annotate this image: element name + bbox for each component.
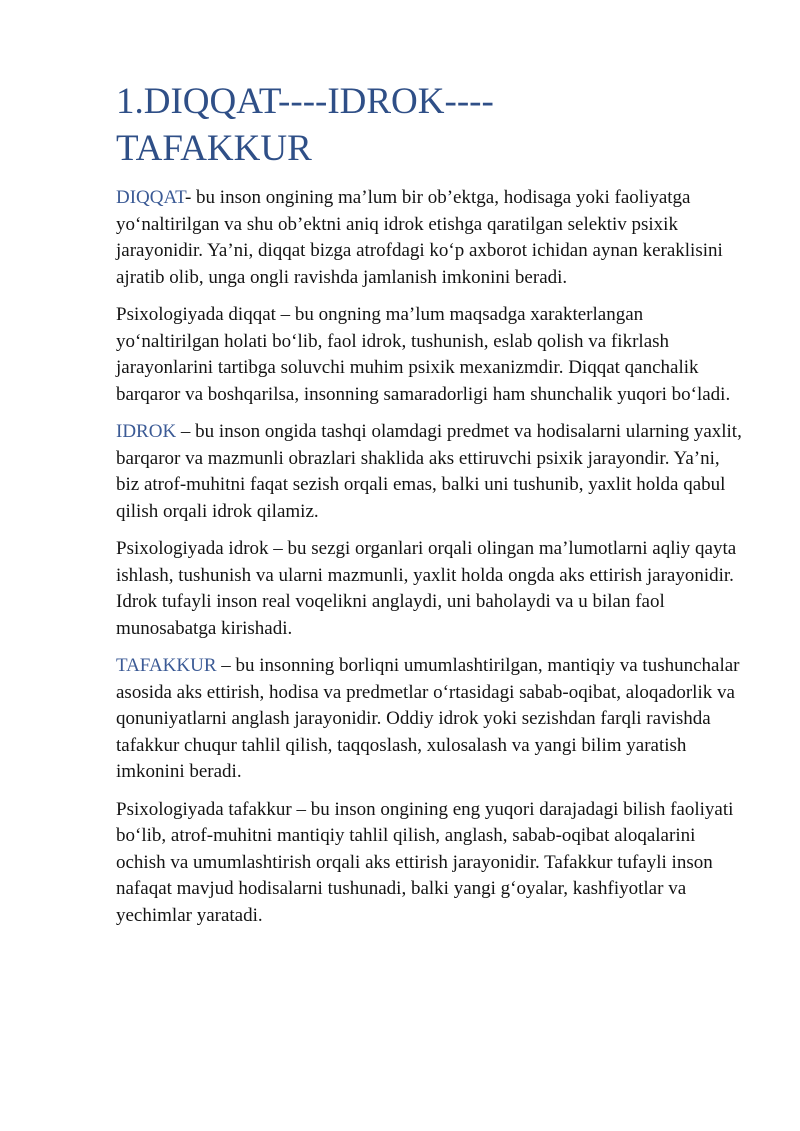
paragraph-diqqat-psychology (116, 302, 746, 408)
term-idrok: IDROK (116, 421, 177, 442)
term-tafakkur: TAFAKKUR (116, 655, 217, 676)
paragraph-text: Psixologiyada tafakkur – bu inson ongining eng yuqori darajadagi bilish faoliyati bo‘lib, atrof-muhitni mantiqiy tahlil qilish, anglash, sabab-oqibat aloqalarini ochish va umumlashtirish orqali aks ettirish jarayonidir. Tafakkur tufayli inson nafaqat mavjud hodisalarni tushunadi, balki yangi g‘oyalar, kashfiyotlar va yechimlar yaratadi. (116, 798, 734, 926)
page-title: 1.DIQQAT----IDROK----TAFAKKUR (116, 81, 494, 169)
document-page (116, 78, 746, 940)
paragraph-text: – bu inson ongida tashqi olamdagi predmet va hodisalarni ularning yaxlit, barqaror va mazmunli obrazlari shaklida aks ettiruvchi psixik jarayondir. Ya’ni, biz atrof-muhitni faqat sezish orqali emas, balki uni tushunib, yaxlit holda qabul qilish orqali idrok qilamiz. (116, 421, 742, 522)
paragraph-idrok-psychology (116, 536, 746, 642)
paragraph-text: Psixologiyada idrok – bu sezgi organlari orqali olingan ma’lumotlarni aqliy qayta ishlash, tushunish va ularni mazmunli, yaxlit holda ongda aks ettirish jarayonidir. Idrok tufayli inson real voqelikni anglaydi, uni baholaydi va u bilan faol munosabatga kirishadi. (116, 538, 737, 639)
paragraph-tafakkur-psychology (116, 797, 746, 930)
paragraph-tafakkur-definition (116, 653, 746, 786)
paragraph-text: – bu insonning borliqni umumlashtirilgan, mantiqiy va tushunchalar asosida aks ettirish, hodisa va predmetlar o‘rtasidagi sabab-oqibat, aloqadorlik va qonuniyatlarni anglash jarayonidir. Oddiy idrok yoki sezishdan farqli ravishda tafakkur chuqur tahlil qilish, taqqoslash, xulosalash va yangi bilim yaratish imkonini beradi. (116, 655, 740, 782)
paragraph-text: - bu inson ongining ma’lum bir ob’ektga, hodisaga yoki faoliyatga yo‘naltirilgan va shu ob’ektni aniq idrok etishga qaratilgan selektiv psixik jarayonidir. Ya’ni, diqqat bizga atrofdagi ko‘p axborot ichidan aynan keraklisini ajratib olib, unga ongli ravishda jamlanish imkonini beradi. (116, 187, 723, 288)
term-diqqat: DIQQAT (116, 187, 185, 208)
paragraph-diqqat-definition (116, 185, 746, 291)
paragraph-idrok-definition (116, 419, 746, 525)
paragraph-text: Psixologiyada diqqat – bu ongning ma’lum maqsadga xarakterlangan yo‘naltirilgan holati bo‘lib, faol idrok, tushunish, eslab qolish va fikrlash jarayonlarini tartibga soluvchi muhim psixik mexanizmdir. Diqqat qanchalik barqaror va boshqarilsa, insonning samaradorligi ham shunchalik yuqori bo‘ladi. (116, 304, 731, 405)
